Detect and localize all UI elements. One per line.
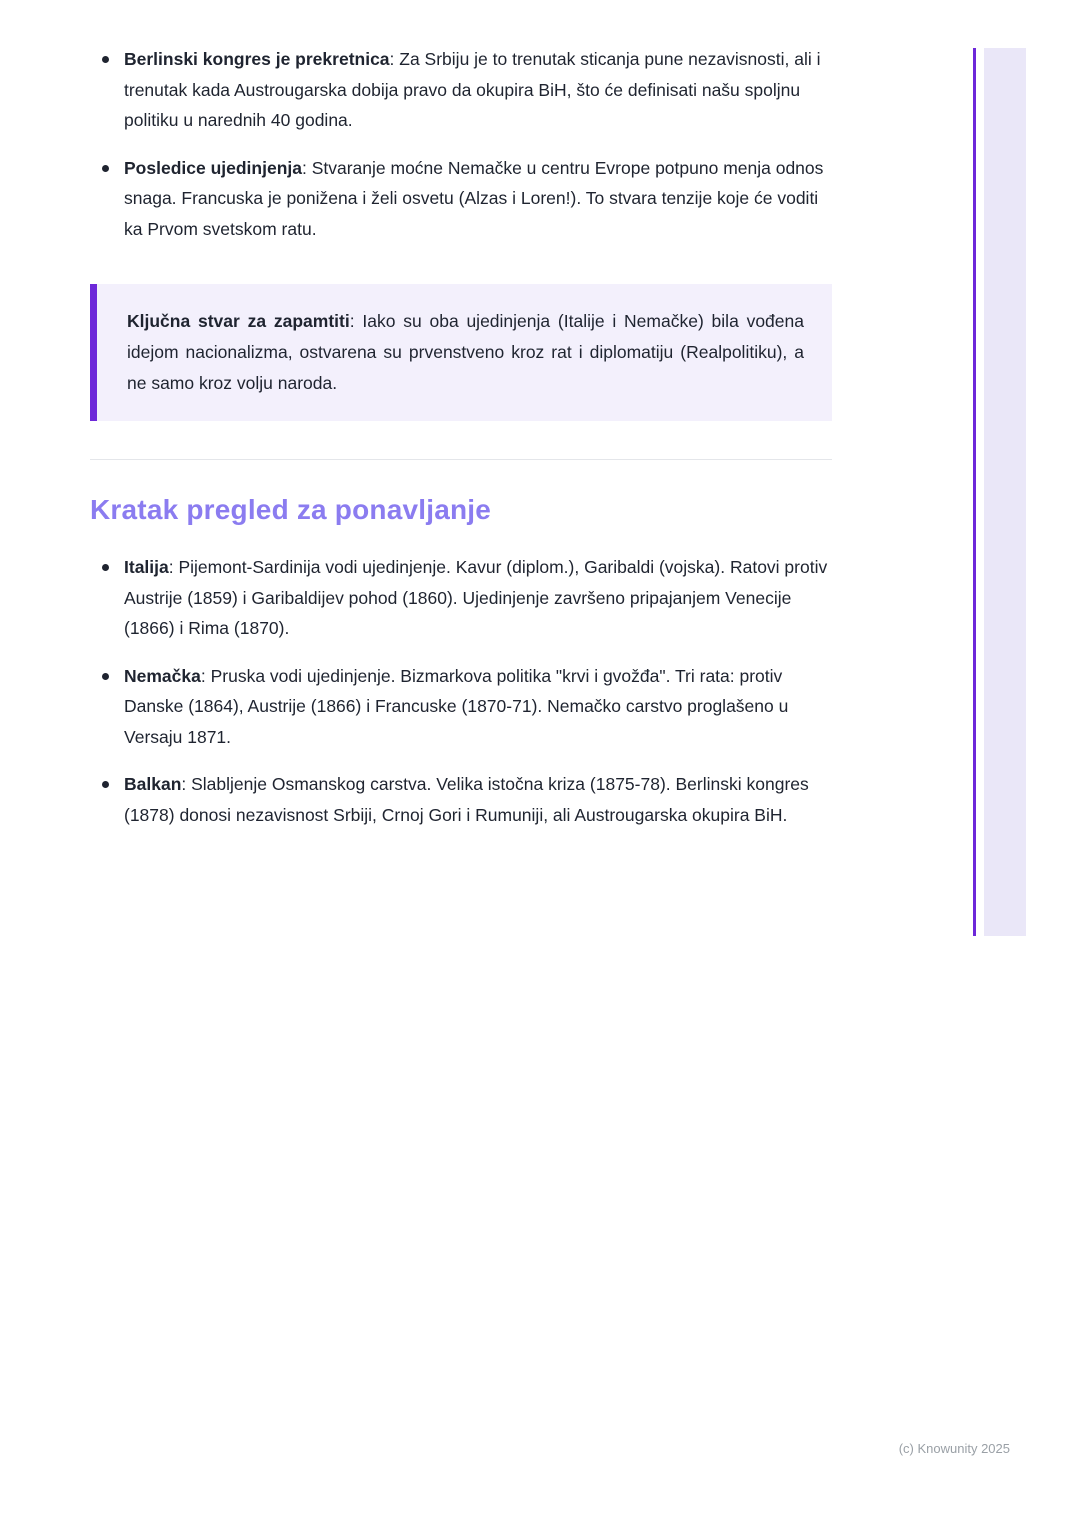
key-takeaway-callout — [90, 284, 832, 421]
bullet-text: : Za Srbiju je to trenutak sticanja pune nezavisnosti, ali i trenutak kada Austrougarska dobija pravo da okupira BiH, što će definisati našu spoljnu politiku u narednih 40 godina. — [124, 49, 821, 130]
intro-bullet-list — [90, 44, 832, 244]
page-content — [90, 44, 832, 847]
list-item — [90, 44, 832, 136]
summary-bullet-list — [90, 552, 832, 830]
bullet-text: : Pruska vodi ujedinjenje. Bizmarkova politika "krvi i gvožđa". Tri rata: protiv Danske (1864), Austrije (1866) i Francuske (1870-71). Nemačko carstvo proglašeno u Versaju 1871. — [124, 665, 789, 747]
bullet-text: : Stvaranje moćne Nemačke u centru Evrope potpuno menja odnos snaga. Francuska je ponižena i želi osvetu (Alzas i Loren!). To stvara tenzije koje će voditi ka Prvom svetskom ratu. — [124, 157, 824, 239]
bullet-lead: Posledice ujedinjenja — [124, 157, 302, 178]
section-divider — [90, 459, 832, 460]
side-accent-line — [973, 48, 976, 936]
copyright-footer: (c) Knowunity 2025 — [898, 1441, 1010, 1456]
bullet-lead: Nemačka — [124, 665, 201, 686]
list-item — [90, 769, 832, 830]
bullet-lead: Balkan — [124, 774, 182, 794]
callout-lead: Ključna stvar za zapamtiti — [127, 311, 350, 331]
list-item — [90, 552, 832, 644]
bullet-text: : Slabljenje Osmanskog carstva. Velika istočna kriza (1875-78). Berlinski kongres (1878) donosi nezavisnost Srbiji, Crnoj Gori i Rumuniji, ali Austrougarska okupira BiH. — [124, 774, 809, 825]
section-heading: Kratak pregled za ponavljanje — [90, 494, 492, 525]
list-item — [90, 153, 832, 245]
list-item — [90, 661, 832, 753]
callout-text: : Iako su oba ujedinjenja (Italije i Nemačke) bila vođena idejom nacionalizma, ostvarena su prvenstveno kroz rat i diplomatiju (Realpolitiku), a ne samo kroz volju naroda. — [127, 311, 804, 393]
bullet-lead: Italija — [124, 557, 169, 577]
bullet-text: : Pijemont-Sardinija vodi ujedinjenje. Kavur (diplom.), Garibaldi (vojska). Ratovi protiv Austrije (1859) i Garibaldijev pohod (1860). Ujedinjenje završeno pripajanjem Venecije (1866) i Rima (1870). — [124, 557, 828, 638]
bullet-lead: Berlinski kongres je prekretnica — [124, 49, 390, 69]
side-scroll-strip — [984, 48, 1026, 936]
